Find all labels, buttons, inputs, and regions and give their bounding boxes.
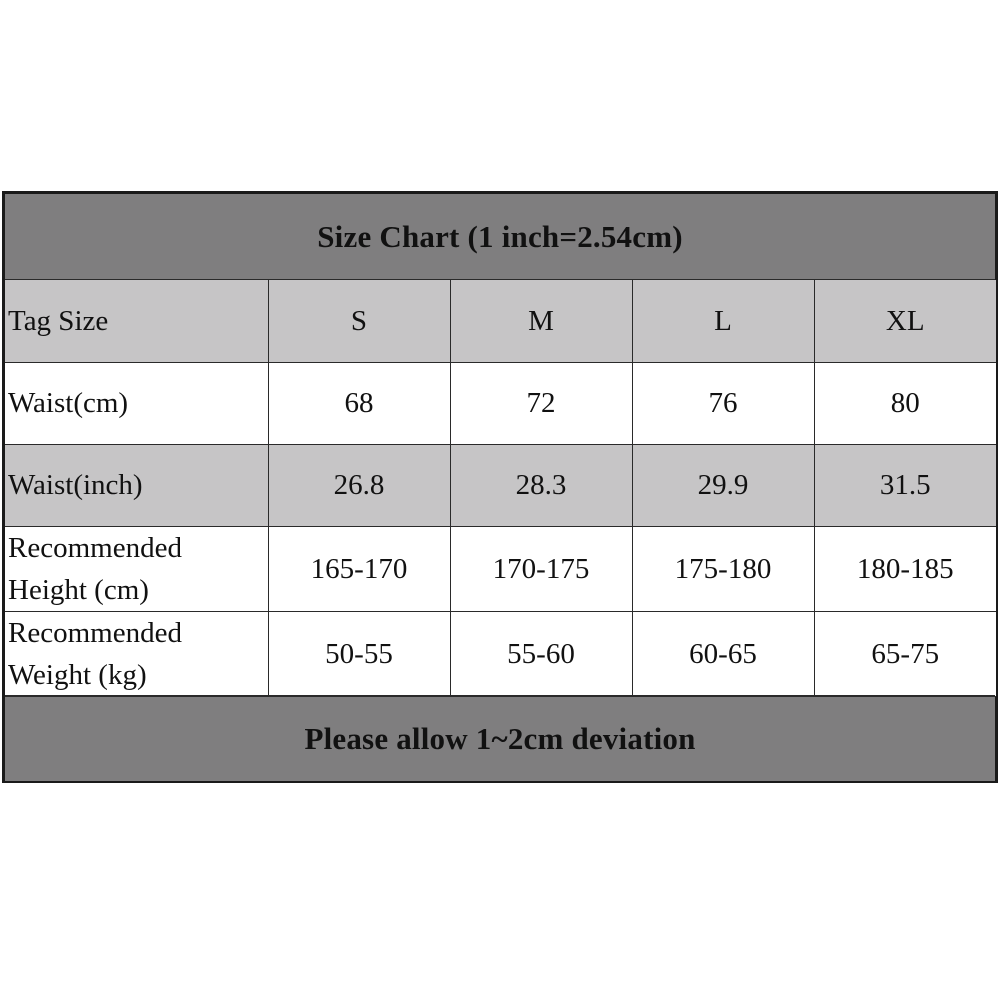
waist-inch-row <box>5 444 996 526</box>
table-cell: 28.3 <box>450 444 632 526</box>
row-label-cell <box>5 611 268 696</box>
weight-row <box>5 611 996 696</box>
size-header-l: L <box>632 280 814 362</box>
table-cell: 31.5 <box>814 444 996 526</box>
size-header-s: S <box>268 280 450 362</box>
table-cell: 170-175 <box>450 526 632 611</box>
size-header-m: M <box>450 280 632 362</box>
table-cell: 175-180 <box>632 526 814 611</box>
height-row <box>5 526 996 611</box>
table-cell: 50-55 <box>268 611 450 696</box>
row-label: Waist(cm) <box>8 386 129 419</box>
row-label-line-2: Height (cm) <box>8 573 149 606</box>
table-cell: 76 <box>632 362 814 444</box>
table-cell: 68 <box>268 362 450 444</box>
deviation-note: Please allow 1~2cm deviation <box>5 695 995 781</box>
size-chart-title: Size Chart (1 inch=2.54cm) <box>5 194 995 280</box>
table-cell: 80 <box>814 362 996 444</box>
size-header-xl: XL <box>814 280 996 362</box>
row-label-line-1: Recommended <box>8 531 182 564</box>
table-cell: 29.9 <box>632 444 814 526</box>
header-label-cell: Tag Size <box>5 280 268 362</box>
table-cell: 55-60 <box>450 611 632 696</box>
row-label-cell <box>5 362 268 444</box>
table-cell: 26.8 <box>268 444 450 526</box>
table-cell: 60-65 <box>632 611 814 696</box>
header-row <box>5 280 996 362</box>
row-label: Waist(inch) <box>8 468 143 501</box>
row-label-cell <box>5 526 268 611</box>
waist-cm-row <box>5 362 996 444</box>
row-label-line-2: Weight (kg) <box>8 658 147 691</box>
size-chart <box>2 191 998 783</box>
size-table <box>5 280 996 697</box>
table-cell: 65-75 <box>814 611 996 696</box>
table-cell: 165-170 <box>268 526 450 611</box>
row-label-cell <box>5 444 268 526</box>
table-cell: 72 <box>450 362 632 444</box>
table-cell: 180-185 <box>814 526 996 611</box>
row-label-line-1: Recommended <box>8 616 182 649</box>
